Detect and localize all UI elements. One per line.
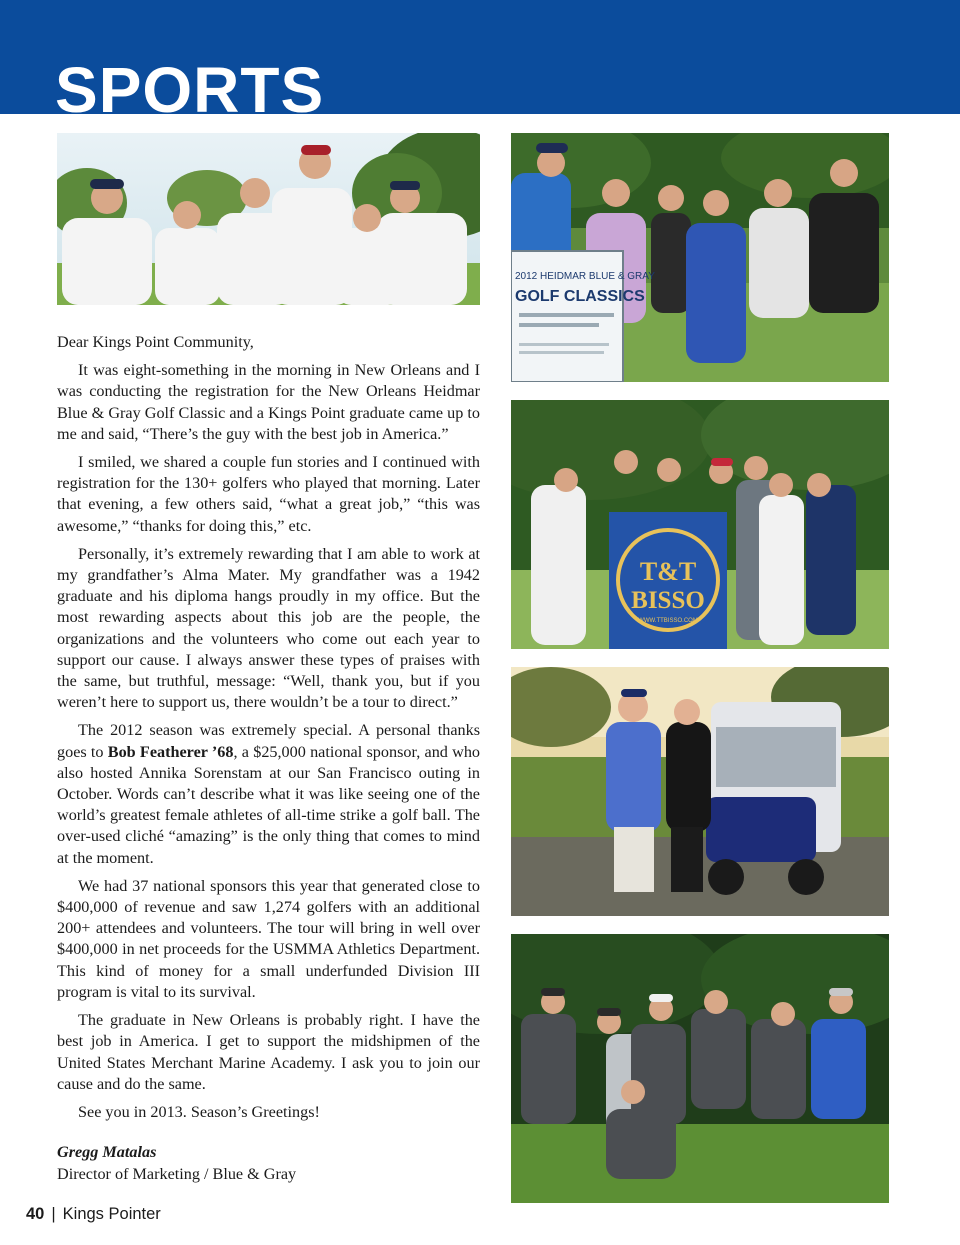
signature-block [57, 1142, 296, 1185]
letter-paragraph-4 [57, 720, 480, 868]
footer-separator: | [51, 1205, 56, 1223]
letter-paragraph-6: The graduate in New Orleans is probably right. I have the best job in America. I get to support the midshipmen of the United States Merchant Marine Academy. I ask you to join our cause and do the same. [57, 1011, 480, 1093]
publication-name: Kings Pointer [62, 1205, 161, 1223]
signature-name: Gregg Matalas [57, 1143, 157, 1161]
photo-group-top-left [57, 133, 480, 305]
signature-title: Director of Marketing / Blue & Gray [57, 1164, 297, 1183]
sponsor-name: Bob Featherer ’68 [107, 742, 234, 761]
letter-paragraph-3: Personally, it’s extremely rewarding that I am able to work at my grandfather’s Alma Mater. My grandfather was a 1942 graduate and his diploma hangs proudly in my office. But the most rewarding aspects about this job are the people, the organizations and the volunteers who come out each year to support our cause. I always answer these types of praises with the same, but truthful, message: “Well, thank you, but if you weren’t here to support us, there wouldn’t be a tour to direct.” [57, 544, 480, 712]
photo-sign-group [511, 133, 889, 382]
letter-body [57, 332, 480, 1130]
banner-line-2: BISSO [631, 587, 705, 614]
photo-team-group [511, 934, 889, 1203]
letter-paragraph-5: We had 37 national sponsors this year that generated close to $400,000 of revenue and saw 1,274 golfers with an additional 200+ attendees and volunteers. The tour will bring in well over $400,000 in net proceeds for the USMMA Athletics Department. This kind of money for a small underfunded Division III program is vital to its survival. [57, 876, 480, 1001]
photo-banner-group [511, 400, 889, 649]
letter-closing: See you in 2013. Season’s Greetings! [78, 1102, 320, 1121]
page-number: 40 [26, 1205, 45, 1223]
photo-cart-pair [511, 667, 889, 916]
banner-url: WWW.TTBISSO.COM [638, 618, 698, 624]
header-band [0, 0, 960, 126]
letter-paragraph-2: I smiled, we shared a couple fun stories and I continued with registration for the 130+ golfers who played that morning. Later that evening, a few others said, “what a great job,” “this was awesome,” “thanks for doing this,” etc. [57, 453, 480, 535]
page-footer [26, 1205, 161, 1224]
section-title: SPORTS [55, 54, 325, 126]
p4-lead: The 2012 season was extremely special. A personal thanks goes to [57, 721, 480, 761]
sign-line-2: GOLF CLASSICS [515, 288, 645, 305]
sign-line-1: 2012 HEIDMAR BLUE & GRAY [515, 271, 655, 282]
banner-line-1: T&T [639, 557, 697, 586]
letter-salutation: Dear Kings Point Community, [57, 333, 254, 351]
p4-rest: , a $25,000 national sponsor, and who also hosted Annika Sorenstam at our San Francisco outing in October. Words can’t describe what it was like seeing one of the world’s greatest female athletes of all-time strike a golf ball. The over-used cliché “amazing” is the only thing that comes to mind at the moment. [57, 742, 481, 867]
letter-paragraph-1: It was eight-something in the morning in New Orleans and I was conducting the registration for the New Orleans Heidmar Blue & Gray Golf Classic and a Kings Point graduate came up to me and said, “There’s the guy with the best job in America.” [57, 361, 480, 443]
